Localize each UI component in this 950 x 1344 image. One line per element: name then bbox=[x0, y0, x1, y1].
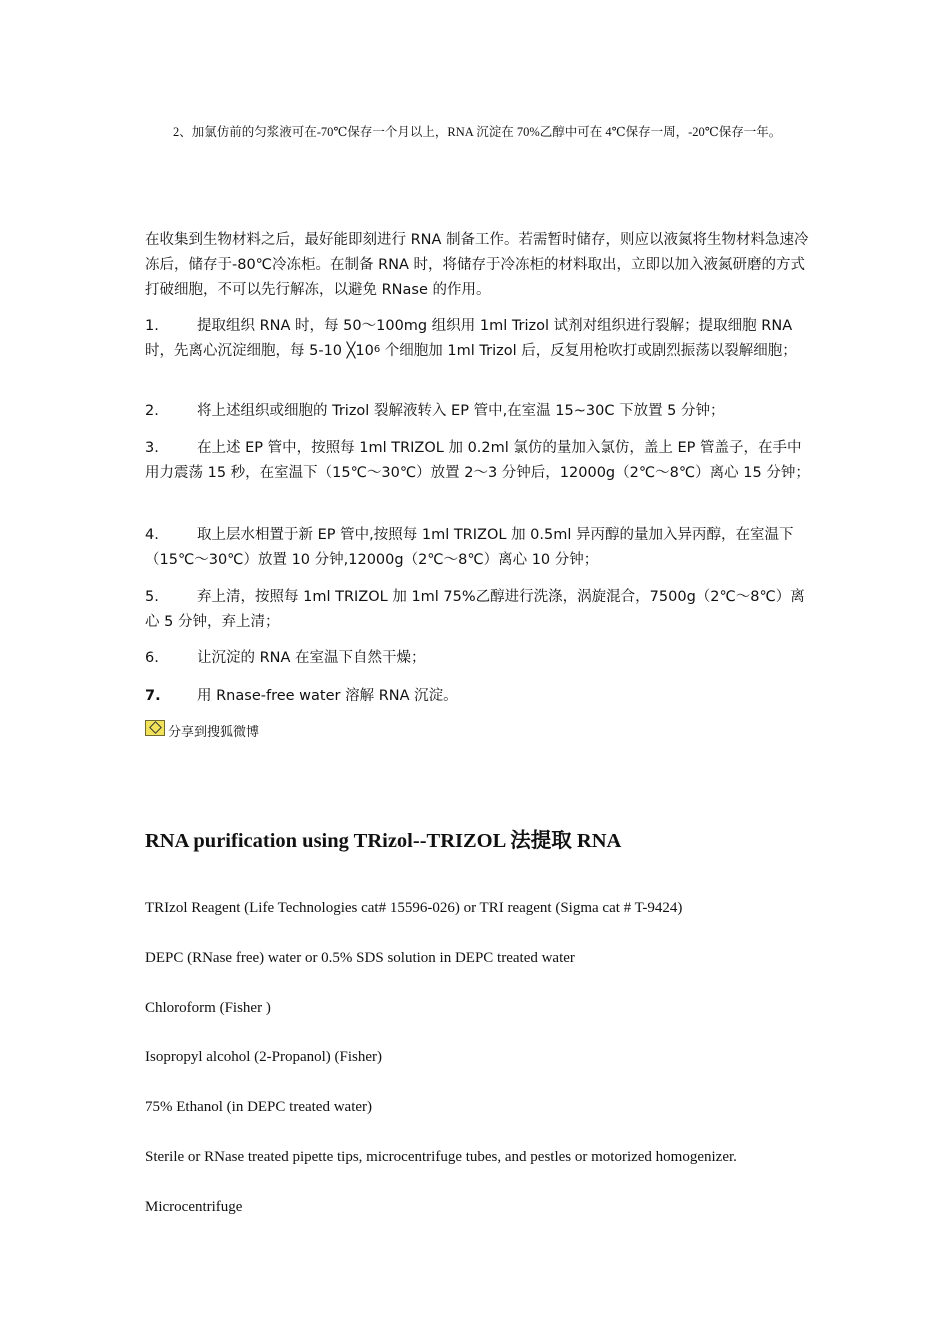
step-7 bbox=[145, 684, 810, 709]
storage-note: 2、加氯仿前的匀浆液可在-70℃保存一个月以上，RNA 沉淀在 70%乙醇中可在 4℃保存一周，-20℃保存一年。 bbox=[173, 125, 782, 139]
step-text-continued: 个细胞加 1ml Trizol 后，反复用枪吹打或剧烈振荡以裂解细胞； bbox=[380, 343, 797, 359]
material-item: Microcentrifuge bbox=[145, 1199, 243, 1215]
sohu-weibo-share-icon[interactable] bbox=[145, 720, 165, 736]
step-number: 3. bbox=[145, 440, 159, 456]
section-title: RNA purification using TRizol--TRIZOL 法提取 RNA bbox=[145, 830, 622, 852]
step-text: 用 Rnase-free water 溶解 RNA 沉淀。 bbox=[197, 688, 458, 704]
share-label[interactable]: 分享到搜狐微博 bbox=[168, 724, 260, 739]
step-text: 弃上清，按照每 1ml TRIZOL 加 1ml 75%乙醇进行洗涤，涡旋混合，7500g（2℃～8℃）离心 5 分钟，弃上清； bbox=[145, 589, 805, 630]
material-item: Chloroform (Fisher ) bbox=[145, 1000, 271, 1016]
step-number: 5. bbox=[145, 589, 159, 605]
step-text: 取上层水相置于新 EP 管中,按照每 1ml TRIZOL 加 0.5ml 异丙醇的量加入异丙醇，在室温下（15℃～30℃）放置 10 分钟,12000g（2℃～8℃）离心 10 分钟； bbox=[145, 527, 794, 568]
material-item: Isopropyl alcohol (2-Propanol) (Fisher) bbox=[145, 1049, 383, 1065]
material-item: Sterile or RNase treated pipette tips, microcentrifuge tubes, and pestles or motorized homogenizer. bbox=[145, 1149, 737, 1165]
exponent: 6 bbox=[373, 344, 381, 355]
step-number: 7. bbox=[145, 688, 161, 704]
share-link[interactable] bbox=[145, 722, 259, 742]
step-text: 提取组织 RNA 时，每 50～100mg 组织用 1ml Trizol 试剂对组织进行裂解；提取细胞 RNA 时，先离心沉淀细胞，每 5-10 ╳10 bbox=[145, 318, 793, 359]
step-number: 2. bbox=[145, 403, 159, 419]
material-item: TRIzol Reagent (Life Technologies cat# 15596-026) or TRI reagent (Sigma cat # T-9424) bbox=[145, 900, 683, 916]
step-5 bbox=[145, 585, 810, 635]
step-6 bbox=[145, 646, 810, 671]
step-number: 1. bbox=[145, 318, 159, 334]
material-item: DEPC (RNase free) water or 0.5% SDS solution in DEPC treated water bbox=[145, 950, 575, 966]
step-1 bbox=[145, 314, 810, 364]
step-3 bbox=[145, 436, 810, 486]
material-item: 75% Ethanol (in DEPC treated water) bbox=[145, 1099, 373, 1115]
step-number: 4. bbox=[145, 527, 159, 543]
intro-paragraph: 在收集到生物材料之后，最好能即刻进行 RNA 制备工作。若需暂时储存，则应以液氮将生物材料急速冷冻后，储存于-80℃冷冻柜。在制备 RNA 时，将储存于冷冻柜的材料取出，立即以加入液氮研磨的方式打破细胞，不可以先行解冻，以避免 RNase 的作用。 bbox=[145, 232, 809, 298]
step-text: 在上述 EP 管中，按照每 1ml TRIZOL 加 0.2ml 氯仿的量加入氯仿，盖上 EP 管盖子，在手中用力震荡 15 秒，在室温下（15℃～30℃）放置 2～3 分钟后，12000g（2℃～8℃）离心 15 分钟； bbox=[145, 440, 810, 481]
step-text: 让沉淀的 RNA 在室温下自然干燥； bbox=[197, 650, 426, 666]
step-text: 将上述组织或细胞的 Trizol 裂解液转入 EP 管中,在室温 15~30C 下放置 5 分钟； bbox=[197, 403, 725, 419]
step-2 bbox=[145, 399, 810, 424]
step-4 bbox=[145, 523, 810, 573]
step-number: 6. bbox=[145, 650, 159, 666]
